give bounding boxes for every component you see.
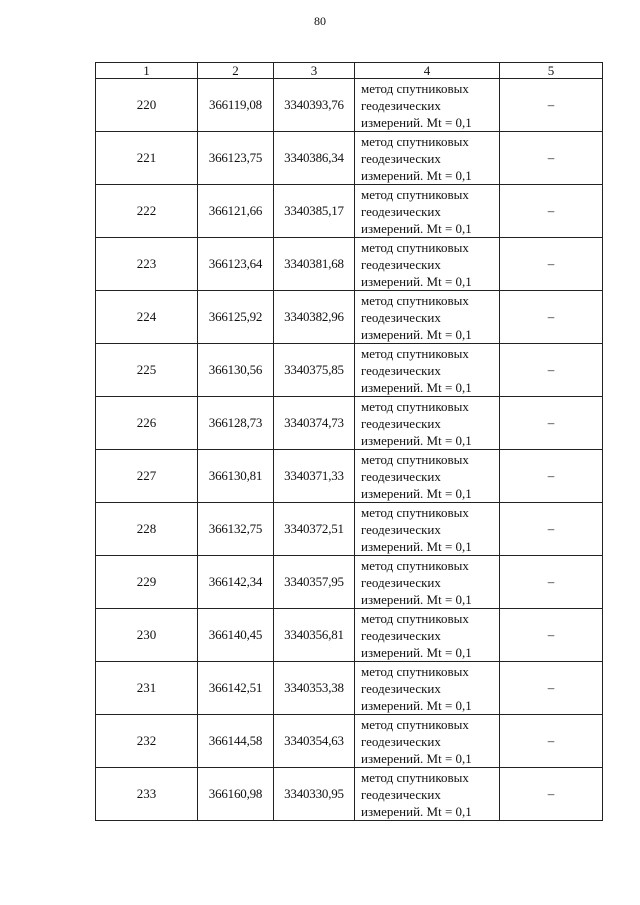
table-row [96,79,603,132]
note-cell: – [500,344,603,397]
method-line: измерений. Mt = 0,1 [361,803,472,819]
note-cell: – [500,238,603,291]
method-cell [355,132,500,185]
method-cell [355,344,500,397]
note-cell: – [500,609,603,662]
method-cell [355,238,500,291]
method-line: измерений. Mt = 0,1 [361,644,472,660]
method-line: измерений. Mt = 0,1 [361,379,472,395]
method-line: метод спутниковых [361,769,469,785]
method-line: метод спутниковых [361,345,469,361]
y-coordinate-cell: 3340356,81 [274,609,355,662]
x-coordinate-cell: 366123,64 [198,238,274,291]
note-cell: – [500,397,603,450]
x-coordinate-cell: 366132,75 [198,503,274,556]
coordinates-table [95,62,603,821]
point-number-cell: 233 [96,768,198,821]
x-coordinate-cell: 366144,58 [198,715,274,768]
method-line: измерений. Mt = 0,1 [361,591,472,607]
x-coordinate-cell: 366142,51 [198,662,274,715]
point-number-cell: 228 [96,503,198,556]
method-line: метод спутниковых [361,451,469,467]
method-line: геодезических [361,150,441,166]
table-body [96,63,603,821]
method-cell [355,79,500,132]
method-line: метод спутниковых [361,610,469,626]
y-coordinate-cell: 3340385,17 [274,185,355,238]
method-line: измерений. Mt = 0,1 [361,220,472,236]
note-cell: – [500,662,603,715]
method-line: метод спутниковых [361,716,469,732]
point-number-cell: 221 [96,132,198,185]
method-line: измерений. Mt = 0,1 [361,432,472,448]
table-row [96,397,603,450]
method-line: измерений. Mt = 0,1 [361,485,472,501]
method-line: метод спутниковых [361,557,469,573]
table-row [96,715,603,768]
note-cell: – [500,503,603,556]
method-cell [355,450,500,503]
y-coordinate-cell: 3340381,68 [274,238,355,291]
x-coordinate-cell: 366140,45 [198,609,274,662]
y-coordinate-cell: 3340374,73 [274,397,355,450]
header-col-3: 3 [274,63,355,79]
header-col-2: 2 [198,63,274,79]
method-line: геодезических [361,309,441,325]
y-coordinate-cell: 3340372,51 [274,503,355,556]
table-row [96,450,603,503]
table-row [96,662,603,715]
method-line: измерений. Mt = 0,1 [361,167,472,183]
point-number-cell: 230 [96,609,198,662]
point-number-cell: 227 [96,450,198,503]
y-coordinate-cell: 3340354,63 [274,715,355,768]
y-coordinate-cell: 3340353,38 [274,662,355,715]
method-line: измерений. Mt = 0,1 [361,538,472,554]
table-row [96,291,603,344]
x-coordinate-cell: 366160,98 [198,768,274,821]
y-coordinate-cell: 3340371,33 [274,450,355,503]
method-cell [355,715,500,768]
x-coordinate-cell: 366125,92 [198,291,274,344]
table-header-row [96,63,603,79]
method-line: метод спутниковых [361,186,469,202]
method-line: геодезических [361,786,441,802]
y-coordinate-cell: 3340382,96 [274,291,355,344]
point-number-cell: 229 [96,556,198,609]
x-coordinate-cell: 366130,56 [198,344,274,397]
x-coordinate-cell: 366123,75 [198,132,274,185]
x-coordinate-cell: 366119,08 [198,79,274,132]
table-row [96,238,603,291]
method-line: геодезических [361,733,441,749]
method-cell [355,291,500,344]
x-coordinate-cell: 366130,81 [198,450,274,503]
method-line: измерений. Mt = 0,1 [361,114,472,130]
method-line: геодезических [361,468,441,484]
point-number-cell: 220 [96,79,198,132]
header-col-4: 4 [355,63,500,79]
page-number: 80 [314,14,326,28]
note-cell: – [500,291,603,344]
method-line: геодезических [361,574,441,590]
method-line: метод спутниковых [361,504,469,520]
method-line: измерений. Mt = 0,1 [361,697,472,713]
method-line: геодезических [361,362,441,378]
method-line: метод спутниковых [361,398,469,414]
table-row [96,609,603,662]
y-coordinate-cell: 3340330,95 [274,768,355,821]
note-cell: – [500,79,603,132]
note-cell: – [500,185,603,238]
note-cell: – [500,768,603,821]
note-cell: – [500,715,603,768]
y-coordinate-cell: 3340375,85 [274,344,355,397]
method-cell [355,556,500,609]
method-line: геодезических [361,680,441,696]
note-cell: – [500,132,603,185]
point-number-cell: 223 [96,238,198,291]
point-number-cell: 225 [96,344,198,397]
method-line: метод спутниковых [361,292,469,308]
method-line: геодезических [361,97,441,113]
note-cell: – [500,556,603,609]
method-cell [355,185,500,238]
method-line: метод спутниковых [361,663,469,679]
method-line: метод спутниковых [361,133,469,149]
point-number-cell: 231 [96,662,198,715]
method-cell [355,503,500,556]
note-cell: – [500,450,603,503]
x-coordinate-cell: 366128,73 [198,397,274,450]
method-line: геодезических [361,521,441,537]
x-coordinate-cell: 366121,66 [198,185,274,238]
method-line: метод спутниковых [361,239,469,255]
table-row [96,768,603,821]
table-row [96,556,603,609]
method-line: метод спутниковых [361,80,469,96]
point-number-cell: 222 [96,185,198,238]
point-number-cell: 224 [96,291,198,344]
point-number-cell: 232 [96,715,198,768]
y-coordinate-cell: 3340357,95 [274,556,355,609]
method-line: геодезических [361,415,441,431]
table-row [96,132,603,185]
method-line: геодезических [361,256,441,272]
method-cell [355,397,500,450]
method-line: геодезических [361,627,441,643]
x-coordinate-cell: 366142,34 [198,556,274,609]
y-coordinate-cell: 3340393,76 [274,79,355,132]
method-cell [355,662,500,715]
method-line: измерений. Mt = 0,1 [361,273,472,289]
table-row [96,185,603,238]
method-cell [355,609,500,662]
method-line: измерений. Mt = 0,1 [361,750,472,766]
y-coordinate-cell: 3340386,34 [274,132,355,185]
header-col-1: 1 [96,63,198,79]
method-cell [355,768,500,821]
method-line: геодезических [361,203,441,219]
point-number-cell: 226 [96,397,198,450]
method-line: измерений. Mt = 0,1 [361,326,472,342]
table-row [96,344,603,397]
header-col-5: 5 [500,63,603,79]
table-row [96,503,603,556]
